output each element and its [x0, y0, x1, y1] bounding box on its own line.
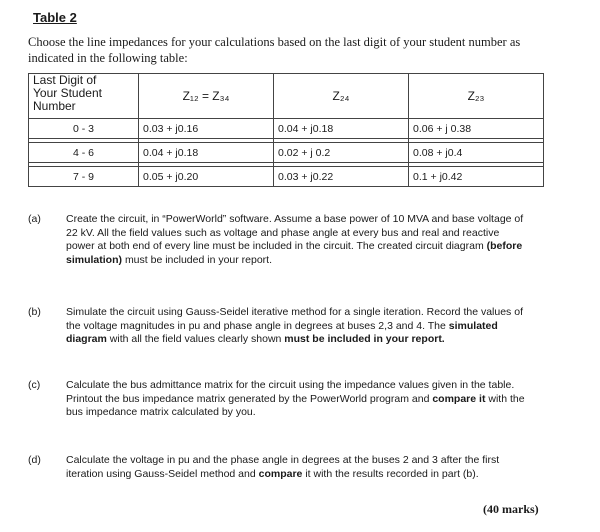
item-a-text [66, 213, 526, 267]
header-z12-z34: Z₁₂ = Z₃₄ [139, 74, 274, 119]
row-z24: 0.03 + j0.22 [274, 167, 409, 187]
item-a-bold: (before simulation) [66, 240, 523, 266]
item-b-text [66, 306, 526, 347]
table-row [29, 167, 544, 187]
item-b-bold-end: must be included in your report. [284, 333, 445, 345]
item-d-body: Calculate the voltage in pu and the phase angle in degrees at the buses 2 and 3 after the first iteration using Gauss-Seidel method and [66, 454, 500, 480]
item-c-tail: with the bus impedance matrix calculated by you. [66, 392, 525, 418]
impedance-table [28, 73, 544, 187]
item-b-bold: simulated diagram [66, 319, 498, 345]
item-a-tail: must be included in your report. [124, 253, 273, 266]
item-d-bold: compare [258, 467, 303, 480]
header-last-digit [29, 74, 139, 119]
row-z24: 0.04 + j0.18 [274, 119, 409, 139]
row-digits: 0 - 3 [29, 119, 139, 139]
item-a-body: Create the circuit, in “PowerWorld” software. Assume a base power of 10 MVA and base voltage of 22 kV. All the field values such as voltage and phase angle at every bus and real and reactive power at both end of every line must be included in the circuit. The created circuit diagram [66, 213, 524, 252]
row-z24: 0.02 + j 0.2 [274, 143, 409, 163]
item-c-label: (c) [28, 379, 41, 391]
header-last-digit-line1: Last Digit of [33, 73, 97, 87]
row-digits: 7 - 9 [29, 167, 139, 187]
header-z23: Z₂₃ [409, 74, 544, 119]
table-header-row [29, 74, 544, 119]
table-row [29, 143, 544, 163]
item-b-tail: with all the field values clearly shown [109, 333, 282, 345]
item-c-body: Calculate the bus admittance matrix for the circuit using the impedance values given in the table. Printout the bus impedance matrix generated by the PowerWorld program and [66, 379, 515, 405]
header-last-digit-line3: Number [33, 99, 76, 113]
item-d-text [66, 454, 526, 481]
item-d-label: (d) [28, 454, 41, 466]
row-z23: 0.08 + j0.4 [409, 143, 544, 163]
item-c-bold: compare it [432, 392, 486, 405]
row-digits: 4 - 6 [29, 143, 139, 163]
row-z12: 0.05 + j0.20 [139, 167, 274, 187]
item-b-label: (b) [28, 306, 41, 318]
row-z12: 0.03 + j0.16 [139, 119, 274, 139]
header-z24: Z₂₄ [274, 74, 409, 119]
item-c-text [66, 379, 526, 420]
item-d-tail: it with the results recorded in part (b). [305, 467, 479, 480]
header-last-digit-line2: Your Student [33, 86, 102, 100]
row-z23: 0.06 + j 0.38 [409, 119, 544, 139]
item-b-body: Simulate the circuit using Gauss-Seidel iterative method for a single iteration. Record the values of the voltage magnitudes in pu and phase angle in degrees at buses 2,3 and 4. The [66, 306, 523, 332]
row-z23: 0.1 + j0.42 [409, 167, 544, 187]
item-a-label: (a) [28, 213, 41, 225]
table-row [29, 119, 544, 139]
total-marks: (40 marks) [483, 502, 539, 516]
table-title: Table 2 [33, 10, 77, 25]
intro-text: Choose the line impedances for your calculations based on the last digit of your student number as indicated in the following table: [28, 35, 521, 65]
row-z12: 0.04 + j0.18 [139, 143, 274, 163]
